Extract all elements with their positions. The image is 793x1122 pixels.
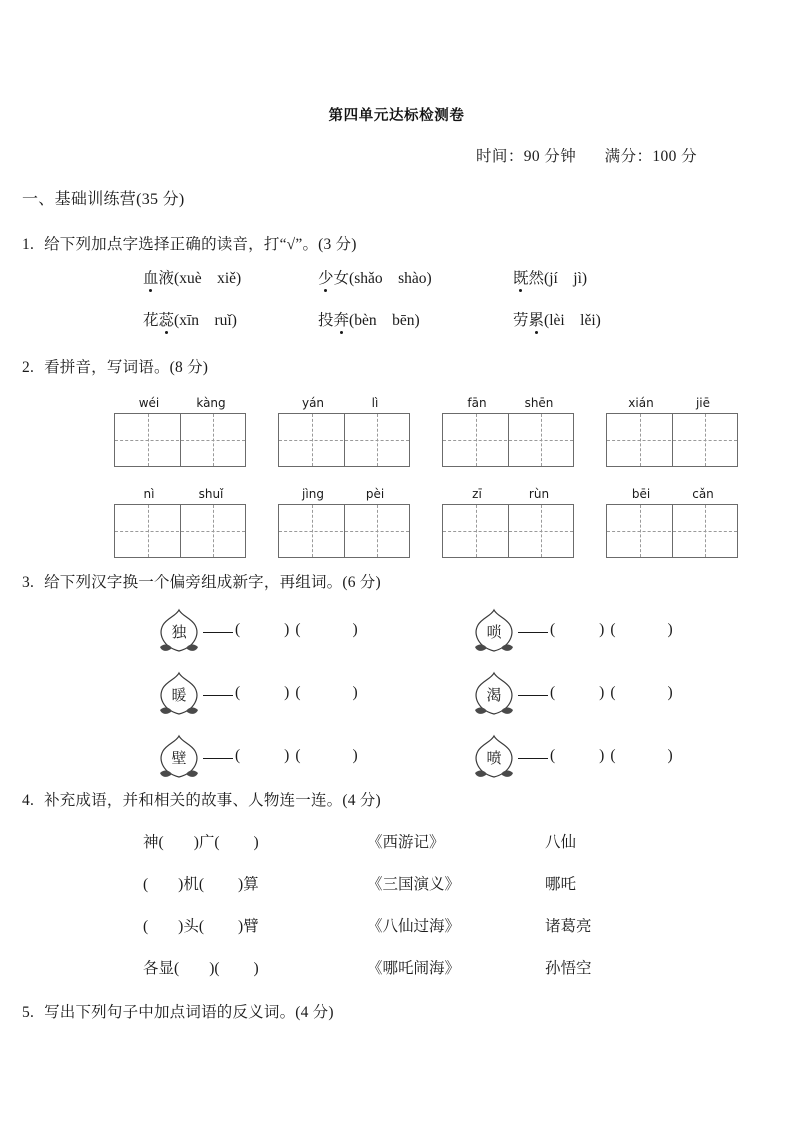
pinyin-syllable: shuǐ <box>198 487 224 501</box>
blank-close: ) <box>238 876 244 893</box>
blank-close: ) <box>352 747 358 764</box>
blank-open: ( <box>198 918 205 935</box>
blank-open: ( <box>610 621 616 638</box>
pinyin-syllable: shēn <box>524 396 554 410</box>
blank-close: ) <box>178 918 184 935</box>
pinyin-syllable: wéi <box>138 396 160 410</box>
section-heading: 一、基础训练营(35 分) <box>22 191 185 208</box>
pinyin-syllable: jiē <box>695 396 711 410</box>
blank-close: ) <box>238 918 244 935</box>
tianzige-group[interactable] <box>442 487 574 558</box>
blank-close: ) <box>599 747 605 764</box>
idiom-blank-line[interactable] <box>143 872 259 894</box>
pinyin-options[interactable]: (shǎo shào) <box>349 270 432 287</box>
pron-item-shaonv[interactable] <box>318 266 432 288</box>
exam-time: 时间：90 分钟 <box>476 148 577 165</box>
tianzige-cell[interactable] <box>443 505 508 557</box>
question-1-heading <box>22 232 357 254</box>
dotted-char: 血 <box>143 266 159 288</box>
question-4-number: 4. <box>22 792 35 809</box>
tianzige-group[interactable] <box>278 487 410 558</box>
connector-line <box>203 758 233 759</box>
question-4-prompt: 补充成语，并和相关的故事、人物连一连。(4 分) <box>44 792 381 809</box>
dotted-char: 蕊 <box>159 308 175 330</box>
word-rest: 女 <box>333 270 350 287</box>
pinyin-label <box>442 396 574 410</box>
story-title[interactable]: 《八仙过海》 <box>367 918 461 935</box>
tianzige-box[interactable] <box>606 413 738 467</box>
idiom-char: 广 <box>198 834 215 851</box>
answer-blanks[interactable] <box>550 684 673 702</box>
pinyin-syllable: kàng <box>196 396 226 410</box>
blank-open: ( <box>158 834 164 851</box>
blank-open: ( <box>295 621 301 638</box>
idiom-blank-line[interactable] <box>143 830 259 852</box>
idiom-blank-line[interactable] <box>143 914 259 936</box>
question-1-prompt: 给下列加点字选择正确的读音，打“√”。(3 分) <box>44 236 357 253</box>
tianzige-group[interactable] <box>442 396 574 467</box>
blank-close: ) <box>667 747 673 764</box>
pinyin-syllable: xián <box>628 396 654 410</box>
tianzige-box[interactable] <box>278 413 410 467</box>
pinyin-syllable: fān <box>467 396 487 410</box>
pron-item-huarui[interactable] <box>143 308 237 330</box>
pinyin-options[interactable]: (bèn bēn) <box>349 312 420 329</box>
story-title[interactable]: 《西游记》 <box>367 834 445 851</box>
answer-blanks[interactable] <box>550 621 673 639</box>
pinyin-syllable: rùn <box>528 487 550 501</box>
pinyin-label <box>278 487 410 501</box>
pinyin-label <box>606 487 738 501</box>
exam-meta <box>0 144 697 166</box>
blank-close: ) <box>253 960 259 977</box>
tianzige-cell[interactable] <box>344 414 409 466</box>
blank-close: ) <box>284 621 290 638</box>
blank-close: ) <box>352 621 358 638</box>
blank-close: ) <box>667 621 673 638</box>
tianzige-group[interactable] <box>114 487 246 558</box>
peach-character: 渴 <box>486 687 502 704</box>
pinyin-label <box>114 396 246 410</box>
blank-open: ( <box>295 747 301 764</box>
pinyin-label <box>442 487 574 501</box>
idiom-char: 臂 <box>243 918 259 935</box>
pron-item-xueye[interactable] <box>143 266 241 288</box>
word-pre: 劳 <box>513 312 529 329</box>
question-2-prompt: 看拼音，写词语。(8 分) <box>44 359 209 376</box>
answer-blanks[interactable] <box>235 747 358 765</box>
tianzige-box[interactable] <box>442 504 574 558</box>
blank-open: ( <box>214 960 220 977</box>
word-pre: 投 <box>318 312 334 329</box>
tianzige-group[interactable] <box>278 396 410 467</box>
pinyin-syllable: jìng <box>302 487 324 501</box>
blank-close: ) <box>193 834 199 851</box>
question-3-prompt: 给下列汉字换一个偏旁组成新字，再组词。(6 分) <box>44 574 381 591</box>
pinyin-options[interactable]: (jí jì) <box>544 270 588 287</box>
blank-close: ) <box>284 684 290 701</box>
blank-open: ( <box>295 684 301 701</box>
peach-character: 壁 <box>171 750 187 767</box>
peach-character: 暖 <box>171 687 187 704</box>
idiom-blank-line[interactable] <box>143 956 259 978</box>
pinyin-label <box>278 396 410 410</box>
pinyin-syllable: pèi <box>365 487 385 501</box>
pinyin-syllable: bēi <box>631 487 651 501</box>
pinyin-syllable: cǎn <box>692 487 714 501</box>
blank-open: ( <box>235 684 241 701</box>
tianzige-cell[interactable] <box>443 414 508 466</box>
answer-blanks[interactable] <box>235 684 358 702</box>
tianzige-cell[interactable] <box>607 414 672 466</box>
connector-line <box>518 758 548 759</box>
blank-close: ) <box>599 621 605 638</box>
question-5-number: 5. <box>22 1004 35 1021</box>
tianzige-cell[interactable] <box>115 414 180 466</box>
question-1-number: 1. <box>22 236 35 253</box>
connector-line <box>203 632 233 633</box>
blank-open: ( <box>610 684 616 701</box>
answer-blanks[interactable] <box>550 747 673 765</box>
pron-item-laolei[interactable] <box>513 308 601 330</box>
exam-total-score: 满分：100 分 <box>604 148 697 165</box>
pron-item-jiran[interactable] <box>513 266 587 288</box>
blank-close: ) <box>178 876 184 893</box>
dotted-char: 累 <box>529 308 545 330</box>
tianzige-group[interactable] <box>606 396 738 467</box>
tianzige-box[interactable] <box>114 504 246 558</box>
dotted-char: 奔 <box>334 308 350 330</box>
pinyin-syllable: yán <box>301 396 325 410</box>
answer-blanks[interactable] <box>235 621 358 639</box>
peach-character: 唢 <box>486 624 502 641</box>
tianzige-cell[interactable] <box>508 505 573 557</box>
pinyin-options[interactable]: (xuè xiě) <box>174 270 242 287</box>
question-3-number: 3. <box>22 574 35 591</box>
character-name[interactable]: 诸葛亮 <box>545 918 592 935</box>
peach-character: 喷 <box>486 750 502 767</box>
blank-open: ( <box>198 876 205 893</box>
tianzige-box[interactable] <box>278 504 410 558</box>
tianzige-cell[interactable] <box>279 505 344 557</box>
blank-close: ) <box>284 747 290 764</box>
blank-open: ( <box>610 747 616 764</box>
tianzige-cell[interactable] <box>672 505 737 557</box>
peach-character: 独 <box>171 624 187 641</box>
question-2-grid-row-1 <box>0 396 793 470</box>
question-5-heading <box>22 1000 334 1022</box>
question-5-prompt: 写出下列句子中加点词语的反义词。(4 分) <box>44 1004 334 1021</box>
blank-open: ( <box>550 684 556 701</box>
pinyin-label <box>114 487 246 501</box>
story-title[interactable]: 《三国演义》 <box>367 876 461 893</box>
pinyin-options[interactable]: (lèi lěi) <box>544 312 601 329</box>
tianzige-box[interactable] <box>114 413 246 467</box>
page-title: 第四单元达标检测卷 <box>328 108 465 124</box>
dotted-char: 既 <box>513 266 529 288</box>
tianzige-cell[interactable] <box>279 414 344 466</box>
tianzige-cell[interactable] <box>508 414 573 466</box>
connector-line <box>518 632 548 633</box>
blank-close: ) <box>209 960 215 977</box>
tianzige-cell[interactable] <box>607 505 672 557</box>
question-3-heading <box>22 570 381 592</box>
dotted-char: 少 <box>318 266 334 288</box>
blank-close: ) <box>352 684 358 701</box>
pinyin-syllable: nì <box>143 487 155 501</box>
story-title[interactable]: 《哪吒闹海》 <box>367 960 461 977</box>
blank-open: ( <box>214 834 220 851</box>
question-2-number: 2. <box>22 359 35 376</box>
idiom-char: 算 <box>243 876 259 893</box>
pinyin-options[interactable]: (xīn ruǐ) <box>174 312 237 329</box>
word-pre: 花 <box>143 312 159 329</box>
pron-item-touben[interactable] <box>318 308 420 330</box>
tianzige-cell[interactable] <box>180 505 245 557</box>
tianzige-cell[interactable] <box>115 505 180 557</box>
connector-line <box>203 695 233 696</box>
character-name[interactable]: 哪吒 <box>545 876 577 893</box>
word-rest: 液 <box>158 270 175 287</box>
blank-close: ) <box>599 684 605 701</box>
blank-open: ( <box>174 960 180 977</box>
question-2-heading <box>22 355 208 377</box>
tianzige-group[interactable] <box>606 487 738 558</box>
idiom-char: 头 <box>183 918 199 935</box>
question-2-grid-row-2 <box>0 487 793 561</box>
blank-open: ( <box>550 621 556 638</box>
blank-open: ( <box>143 918 149 935</box>
blank-open: ( <box>550 747 556 764</box>
tianzige-cell[interactable] <box>180 414 245 466</box>
idiom-char: 机 <box>183 876 199 893</box>
blank-open: ( <box>235 621 241 638</box>
tianzige-box[interactable] <box>442 413 574 467</box>
tianzige-group[interactable] <box>114 396 246 467</box>
question-4-heading <box>22 788 381 810</box>
blank-open: ( <box>235 747 241 764</box>
idiom-char: 神 <box>143 834 159 851</box>
tianzige-cell[interactable] <box>344 505 409 557</box>
character-name[interactable]: 八仙 <box>545 834 577 851</box>
idiom-char: 各显 <box>143 960 175 977</box>
character-name[interactable]: 孙悟空 <box>545 960 592 977</box>
pinyin-syllable: zī <box>472 487 482 501</box>
blank-open: ( <box>143 876 149 893</box>
word-rest: 然 <box>528 270 545 287</box>
pinyin-label <box>606 396 738 410</box>
pinyin-syllable: lì <box>371 396 379 410</box>
blank-close: ) <box>667 684 673 701</box>
blank-close: ) <box>253 834 259 851</box>
tianzige-box[interactable] <box>606 504 738 558</box>
tianzige-cell[interactable] <box>672 414 737 466</box>
connector-line <box>518 695 548 696</box>
